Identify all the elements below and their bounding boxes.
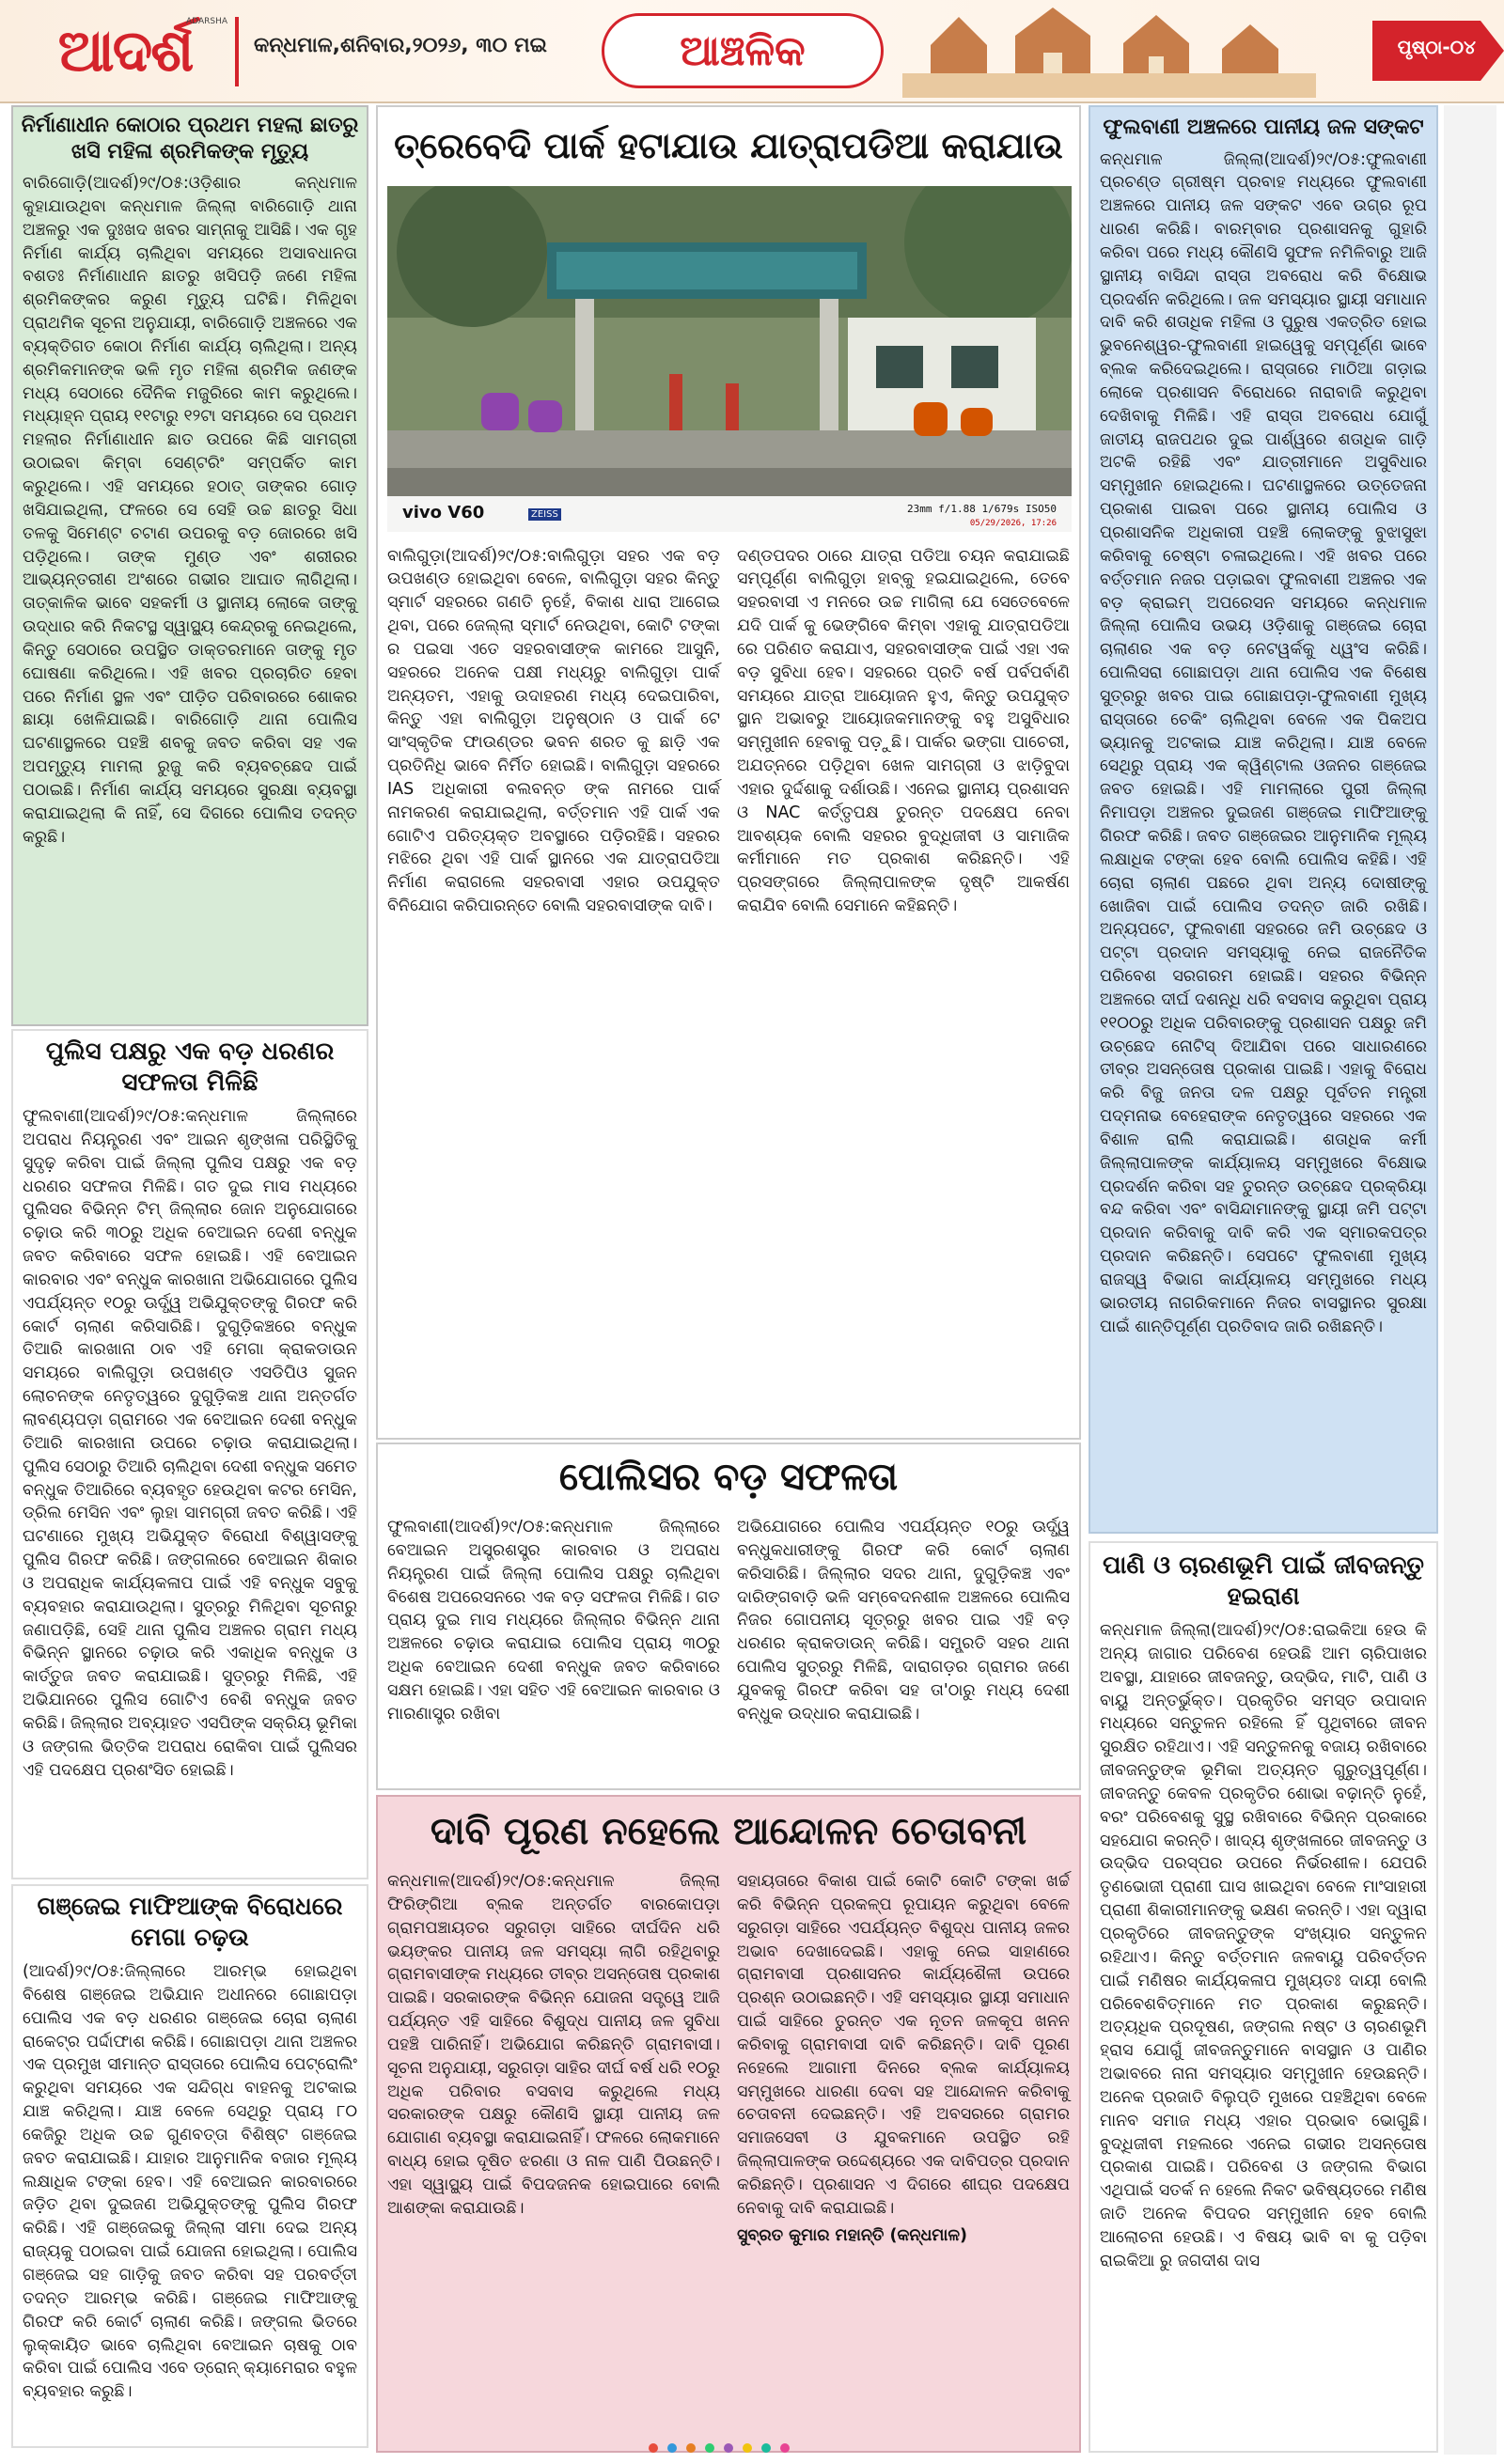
newspaper-logo[interactable] (17, 11, 233, 90)
article-body: କନ୍ଧମାଳ ଜିଲ୍ଲା(ଆଦର୍ଶ)୨୯/୦୫:ରାଇକିଆ ହେଉ କି ଅନ୍ୟ ଜାଗାର ପରିବେଶ ହେଉଛି ଆମ ଚାରିପାଖର ଅବସ୍ଥା, ଯାହାରେ ଜୀବଜନ୍ତୁ, ଉଦ୍ଭିଦ, ମାଟି, ପାଣି ଓ ବାୟୁ ଅନ୍ତର୍ଭୁକ୍ତ। ପ୍ରକୃତିର ସମସ୍ତ ଉପାଦାନ ମଧ୍ୟରେ ସନ୍ତୁଳନ ରହିଲେ ହିଁ ପୃଥିବୀରେ ଜୀବନ ସୁରକ୍ଷିତ ରହିଥାଏ। ଏହି ସନ୍ତୁଳନକୁ ବଜାୟ ରଖିବାରେ ଜୀବଜନ୍ତୁଙ୍କ ଭୂମିକା ଅତ୍ୟନ୍ତ ଗୁରୁତ୍ୱପୂର୍ଣ୍ଣ। ଜୀବଜନ୍ତୁ କେବଳ ପ୍ରକୃତିର ଶୋଭା ବଢ଼ାନ୍ତି ନୁହେଁ, ବରଂ ପରିବେଶକୁ ସୁସ୍ଥ ରଖିବାରେ ବିଭିନ୍ନ ପ୍ରକାରେ ସହଯୋଗ କରନ୍ତି। ଖାଦ୍ୟ ଶୃଙ୍ଖଳାରେ ଜୀବଜନ୍ତୁ ଓ ଉଦ୍ଭିଦ ପରସ୍ପର ଉପରେ ନିର୍ଭରଶୀଳ। ଯେପରି ତୃଣଭୋଜୀ ପ୍ରାଣୀ ଘାସ ଖାଇଥିବା ବେଳେ ମାଂସାହାରୀ ପ୍ରାଣୀ ଶିକାରୀମାନଙ୍କୁ ଭକ୍ଷଣ କରନ୍ତି। ଏହା ଦ୍ୱାରା ପ୍ରକୃତିରେ ଜୀବଜନ୍ତୁଙ୍କ ସଂଖ୍ୟାର ସନ୍ତୁଳନ ରହିଥାଏ। କିନ୍ତୁ ବର୍ତ୍ତମାନ ଜଳବାୟୁ ପରିବର୍ତ୍ତନ ପାଇଁ ମଣିଷର କାର୍ଯ୍ୟକଳାପ ମୁଖ୍ୟତଃ ଦାୟୀ ବୋଲି ପରିବେଶବିତ୍‌ମାନେ ମତ ପ୍ରକାଶ କରୁଛନ୍ତି। ଅତ୍ୟଧିକ ପ୍ରଦୂଷଣ, ଜଙ୍ଗଲ ନଷ୍ଟ ଓ ଚାରଣଭୂମି ହ୍ରାସ ଯୋଗୁଁ ଜୀବଜନ୍ତୁମାନେ ବାସସ୍ଥାନ ଓ ପାଣିର ଅଭାବରେ ନାନା ସମସ୍ୟାର ସମ୍ମୁଖୀନ ହେଉଛନ୍ତି। ଅନେକ ପ୍ରଜାତି ବିଲୁପ୍ତି ମୁଖରେ ପହଞ୍ଚିଥିବା ବେଳେ ମାନବ ସମାଜ ମଧ୍ୟ ଏହାର ପ୍ରଭାବ ଭୋଗୁଛି। ବୁଦ୍ଧିଜୀବୀ ମହଲରେ ଏନେଇ ଗଭୀର ଅସନ୍ତୋଷ ପ୍ରକାଶ ପାଇଛି। ପରିବେଶ ଓ ଜଙ୍ଗଲ ବିଭାଗ ଏଥିପାଇଁ ସତର୍କ ନ ହେଲେ ନିକଟ ଭବିଷ୍ୟତରେ ମଣିଷ ଜାତି ଅନେକ ବିପଦର ସମ୍ମୁଖୀନ ହେବ ବୋଲି ଆଲୋଚନା ହେଉଛି। ଏ ବିଷୟ ଭାବି ବା କୁ ପଡ଼ିବା ରାଇକିଆ ରୁ ଜଗଦୀଶ ଦାସ (1100, 1621, 1427, 2270)
article-ganja-raid[interactable] (11, 1884, 368, 2448)
page-number: ପୃଷ୍ଠା-୦୪ (1397, 36, 1476, 58)
page-dot[interactable] (780, 2443, 790, 2453)
article-byline: ସୁବ୍ରତ କୁମାର ମହାନ୍ତି (କନ୍ଧମାଳ) (737, 2225, 968, 2245)
photo-watermark-zeiss: ZEISS (528, 508, 561, 521)
article-body-col1: ବାଲିଗୁଡ଼ା(ଆଦର୍ଶ)୨୯/୦୫:ବାଲିଗୁଡ଼ା ସହର ଏକ ବଡ଼ ଉପଖଣ୍ଡ ହୋଇଥିବା ବେଳେ, ବାଲିଗୁଡ଼ା ସହର କିନ୍ତୁ ସ୍ମାର୍ଟ ସହରରେ ଗଣତି ନୁହେଁ, ବିକାଶ ଧାରା ଆଗେଇ ଥିବା, ପରେ ଜେଲ୍ଲା ସ୍ମାର୍ଟ ନେଉଥିବା, କୋଟି ଟଙ୍କା ର ପଇସା ଏତେ ସହରବାସୀଙ୍କ କାମରେ ଆସୁନି, ସହରରେ ଅନେକ ପକ୍ଷୀ ମଧ୍ୟରୁ ବାଲିଗୁଡ଼ା ପାର୍କ ଅନ୍ୟତମ, ଏହାକୁ ଉଦାହରଣ ମଧ୍ୟ ଦେଇପାରିବା, କିନ୍ତୁ ଏହା ବାଲିଗୁଡ଼ା ଅନୁଷ୍ଠାନ ଓ ପାର୍କ ଟେ ସାଂସ୍କୃତିକ ଫାଉଣ୍ଡର ଭବନ ଶରତ କୁ ଛାଡ଼ି ଏକ ପ୍ରତିନିଧି ଭାବେ ନିର୍ମିତ ହୋଇଛି। ବାଲିଗୁଡ଼ା ସହରରେ IAS ଅଧିକାରୀ ବଲବନ୍ତ ଙ୍କ ନାମରେ ପାର୍କ ନାମକରଣ କରାଯାଇଥିଲା, ବର୍ତ୍ତମାନ ଏହି ପାର୍କ ଏକ ଗୋଟିଏ ପରିତ୍ୟକ୍ତ ଅବସ୍ଥାରେ ପଡ଼ିରହିଛି। ସହରର ମଝିରେ ଥିବା ଏହି ପାର୍କ ସ୍ଥାନରେ ଏକ ଯାତ୍ରାପଡିଆ ନିର୍ମାଣ କରାଗଲେ ସହରବାସୀ ଏହାର ଉପଯୁକ୍ତ ବିନିଯୋଗ କରିପାରନ୍ତେ ବୋଲି ସହରବାସୀଙ୍କ ଦାବି। (387, 546, 720, 916)
page-dot[interactable] (705, 2443, 714, 2453)
article-body-col1: କନ୍ଧମାଳ(ଆଦର୍ଶ)୨୯/୦୫:କନ୍ଧମାଳ ଜିଲ୍ଲା ଫିରିଙ୍ଗିଆ ବ୍ଲକ ଅନ୍ତର୍ଗତ ବାରକୋପଡ଼ା ଗ୍ରାମପଞ୍ଚାୟତର ସରୁଗଡ଼ା ସାହିରେ ଦୀର୍ଘଦିନ ଧରି ଭୟଙ୍କର ପାନୀୟ ଜଳ ସମସ୍ୟା ଲାଗି ରହିଥିବାରୁ ଗ୍ରାମବାସୀଙ୍କ ମଧ୍ୟରେ ତୀବ୍ର ଅସନ୍ତୋଷ ପ୍ରକାଶ ପାଇଛି। ସରକାରଙ୍କ ବିଭିନ୍ନ ଯୋଜନା ସତ୍ତ୍ୱେ ଆଜି ପର୍ଯ୍ୟନ୍ତ ଏହି ସାହିରେ ବିଶୁଦ୍ଧ ପାନୀୟ ଜଳ ସୁବିଧା ପହଞ୍ଚି ପାରିନାହିଁ। ଅଭିଯୋଗ କରିଛନ୍ତି ଗ୍ରାମବାସୀ। ସୂଚନା ଅନୁଯାୟୀ, ସରୁଗଡ଼ା ସାହିର ଦୀର୍ଘ ବର୍ଷ ଧରି ୧୦ରୁ ଅଧିକ ପରିବାର ବସବାସ କରୁଥିଲେ ମଧ୍ୟ ସରକାରଙ୍କ ପକ୍ଷରୁ କୌଣସି ସ୍ଥାୟୀ ପାନୀୟ ଜଳ ଯୋଗାଣ ବ୍ୟବସ୍ଥା କରାଯାଇନାହିଁ। ଫଳରେ ଲୋକମାନେ ବାଧ୍ୟ ହୋଇ ଦୂଷିତ ଝରଣା ଓ ନାଳ ପାଣି ପିଉଛନ୍ତି। ଏହା ସ୍ୱାସ୍ଥ୍ୟ ପାଇଁ ବିପଦଜନକ ହୋଇପାରେ ବୋଲି ଆଶଙ୍କା କରାଯାଉଛି। (387, 1872, 720, 2218)
article-headline: ତ୍ରେବେଦି ପାର୍କ ହଟାଯାଉ ଯାତ୍ରାପଡିଆ କରାଯାଉ (394, 125, 1063, 166)
article-headline: ପୋଲିସର ବଡ଼ ସଫଳତା (558, 1456, 899, 1499)
page-dot[interactable] (686, 2443, 696, 2453)
article-col2-wrap (737, 1870, 1070, 2248)
page-dot[interactable] (649, 2443, 658, 2453)
article-headline: ନିର୍ମାଣାଧୀନ କୋଠାର ପ୍ରଥମ ମହଲା ଛାତରୁ ଖସି ମହିଳା ଶ୍ରମିକଙ୍କ ମୃତ୍ୟୁ (21, 114, 359, 164)
section-title: ଆଞ୍ଚଳିକ (602, 13, 884, 88)
article-headline: ଗଞ୍ଜେଇ ମାଫିଆଙ୍କ ବିରୋଧରେ ମେଗା ଚଢ଼ଉ (37, 1893, 343, 1952)
article-body-col2: ଅଭିଯୋଗରେ ପୋଲିସ ଏପର୍ଯ୍ୟନ୍ତ ୧୦ରୁ ଊର୍ଦ୍ଧ୍ୱ ବନ୍ଧୁକଧାରୀଙ୍କୁ ଗିରଫ କରି କୋର୍ଟ ଚାଲାଣ କରିସାରିଛି। ଜିଲ୍ଲାର ସଦର ଥାନା, ଦୁଗୁଡ଼ିକଞ୍ଚ ଏବଂ ଦାରିଙ୍ଗବାଡ଼ି ଭଳି ସମ୍ବେଦନଶୀଳ ଅଞ୍ଚଳରେ ପୋଲିସ ନିଜର ଗୋପନୀୟ ସୂତ୍ରରୁ ଖବର ପାଇ ଏହି ବଡ଼ ଧରଣର କ୍ରାକଡାଉନ୍ କରିଛି। ସମ୍ପ୍ରତି ସହର ଥାନା ପୋଲିସ ସୁତ୍ରରୁ ମିଳିଛି, ଦାରାଗଡ଼ର ଗ୍ରାମର ଜଣେ ଯୁବକକୁ ଗିରଫ କରିବା ସହ ତା'ଠାରୁ ମଧ୍ୟ ଦେଶୀ ବନ୍ଧୁକ ଉଦ୍ଧାର କରାଯାଇଛି। (737, 1518, 1070, 1723)
article-headline: ଦାବି ପୂରଣ ନହେଲେ ଆନ୍ଦୋଳନ ଚେତାବନୀ (430, 1810, 1027, 1853)
article-headline: ପୁଲିସ ପକ୍ଷରୁ ଏକ ବଡ଼ ଧରଣର ସଫଳତା ମିଳିଛି (45, 1037, 335, 1097)
page-indicator-dots (649, 2443, 790, 2453)
article-body: ବାରିଗୋଡ଼ି(ଆଦର୍ଶ)୨୯/୦୫:ଓଡ଼ିଶାର କନ୍ଧମାଳ କୁହାଯାଉଥିବା କନ୍ଧମାଳ ଜିଲ୍ଲା ବାରିଗୋଡ଼ି ଥାନା ଅଞ୍ଚଳରୁ ଏକ ଦୁଃଖଦ ଖବର ସାମ୍ନାକୁ ଆସିଛି। ଏକ ଗୃହ ନିର୍ମାଣ କାର୍ଯ୍ୟ ଚାଲିଥିବା ସମୟରେ ଅସାବଧାନତା ବଶତଃ ନିର୍ମାଣାଧୀନ ଛାତରୁ ଖସିପଡ଼ି ଜଣେ ମହିଳା ଶ୍ରମିକଙ୍କର କରୁଣ ମୃତ୍ୟୁ ଘଟିଛି। ମିଳିଥିବା ପ୍ରାଥମିକ ସୂଚନା ଅନୁଯାୟୀ, ବାରିଗୋଡ଼ି ଅଞ୍ଚଳରେ ଏକ ବ୍ୟକ୍ତିଗତ କୋଠା ନିର୍ମାଣ କାର୍ଯ୍ୟ ଚାଲିଥିଲା। ଅନ୍ୟ ଶ୍ରମିକମାନଙ୍କ ଭଳି ମୃତ ମହିଳା ଶ୍ରମିକ ଜଣଙ୍କ ମଧ୍ୟ ସେଠାରେ ଦୈନିକ ମଜୁରିରେ କାମ କରୁଥିଲେ। ମଧ୍ୟାହ୍ନ ପ୍ରାୟ ୧୧ଟାରୁ ୧୨ଟା ସମୟରେ ସେ ପ୍ରଥମ ମହଲାର ନିର୍ମାଣାଧୀନ ଛାତ ଉପରେ କିଛି ସାମଗ୍ରୀ ଉଠାଇବା କିମ୍ବା ସେଣ୍ଟରିଂ ସମ୍ପର୍କିତ କାମ କରୁଥିଲେ। ଏହି ସମୟରେ ହଠାତ୍ ତାଙ୍କର ଗୋଡ଼ ଖସିଯାଇଥିଲା, ଫଳରେ ସେ ସେହି ଉଚ୍ଚ ଛାତରୁ ସିଧା ତଳକୁ ସିମେଣ୍ଟ ଚଟାଣ ଉପରକୁ ବଡ଼ ଜୋରରେ ଖସି ପଡ଼ିଥିଲେ। ତାଙ୍କ ମୁଣ୍ଡ ଏବଂ ଶରୀରର ଆଭ୍ୟନ୍ତରୀଣ ଅଂଶରେ ଗଭୀର ଆଘାତ ଲାଗିଥିଲା। ତାତ୍କାଳିକ ଭାବେ ସହକର୍ମୀ ଓ ସ୍ଥାନୀୟ ଲୋକେ ତାଙ୍କୁ ଉଦ୍ଧାର କରି ନିକଟସ୍ଥ ସ୍ୱାସ୍ଥ୍ୟ କେନ୍ଦ୍ରକୁ ନେଇଥିଲେ, କିନ୍ତୁ ସେଠାରେ ଉପସ୍ଥିତ ଡାକ୍ତରମାନେ ତାଙ୍କୁ ମୃତ ଘୋଷଣା କରିଥିଲେ। ଏହି ଖବର ପ୍ରଚାରିତ ହେବା ପରେ ନିର୍ମାଣ ସ୍ଥଳ ଏବଂ ପୀଡ଼ିତ ପରିବାରରେ ଶୋକର ଛାୟା ଖେଳିଯାଇଛି। ବାରିଗୋଡ଼ି ଥାନା ପୋଲିସ ଘଟଣାସ୍ଥଳରେ ପହଞ୍ଚି ଶବକୁ ଜବତ କରିବା ସହ ଏକ ଅପମୃତ୍ୟୁ ମାମଲା ରୁଜୁ କରି ବ୍ୟବଚ୍ଛେଦ ପାଇଁ ପଠାଇଛି। ନିର୍ମାଣ କାର୍ଯ୍ୟ ସମୟରେ ସୁରକ୍ଷା ବ୍ୟବସ୍ଥା କରାଯାଇଥିଲା କି ନାହିଁ, ସେ ଦିଗରେ ପୋଲିସ ତଦନ୍ତ କରୁଛି। (23, 174, 357, 847)
masthead (0, 0, 1504, 103)
article-body-col1: ଫୁଲବାଣୀ(ଆଦର୍ଶ)୨୯/୦୫:କନ୍ଧମାଳ ଜିଲ୍ଲାରେ ବେଆଇନ ଅସ୍ତ୍ରଶସ୍ତ୍ର କାରବାର ଓ ଅପରାଧ ନିୟନ୍ତ୍ରଣ ପାଇଁ ଜିଲ୍ଲା ପୋଲିସ ପକ୍ଷରୁ ଚାଲିଥିବା ବିଶେଷ ଅପରେସନରେ ଏକ ବଡ଼ ସଫଳତା ମିଳିଛି। ଗତ ପ୍ରାୟ ଦୁଇ ମାସ ମଧ୍ୟରେ ଜିଲ୍ଲାର ବିଭିନ୍ନ ଥାନା ଅଞ୍ଚଳରେ ଚଢ଼ାଉ କରାଯାଇ ପୋଲିସ ପ୍ରାୟ ୩୦ରୁ ଅଧିକ ବେଆଇନ ଦେଶୀ ବନ୍ଧୁକ ଜବତ କରିବାରେ ସକ୍ଷମ ହୋଇଛି। ଏହା ସହିତ ଏହି ବେଆଇନ କାରବାର ଓ ମାରଣାସ୍ତ୍ର ରଖିବା (387, 1518, 720, 1723)
article-columns (378, 1866, 1079, 2248)
article-park[interactable] (376, 105, 1081, 1440)
article-columns (378, 1510, 1079, 1726)
right-margin-strip (1444, 105, 1496, 2455)
temple-illustration (902, 8, 1316, 98)
logo-subtitle: ADARSHA (186, 17, 227, 26)
article-body: କନ୍ଧମାଳ ଜିଲ୍ଲା(ଆଦର୍ଶ)୨୯/୦୫:ଫୁଲବାଣୀ ପ୍ରଚଣ୍ଡ ଗ୍ରୀଷ୍ମ ପ୍ରବାହ ମଧ୍ୟରେ ଫୁଲବାଣୀ ଅଞ୍ଚଳରେ ପାନୀୟ ଜଳ ସଙ୍କଟ ଏବେ ଉଗ୍ର ରୂପ ଧାରଣ କରିଛି। ବାରମ୍ବାର ପ୍ରଶାସନକୁ ଗୁହାରି କରିବା ପରେ ମଧ୍ୟ କୌଣସି ସୁଫଳ ନମିଳିବାରୁ ଆଜି ସ୍ଥାନୀୟ ବାସିନ୍ଦା ରାସ୍ତା ଅବରୋଧ କରି ବିକ୍ଷୋଭ ପ୍ରଦର୍ଶନ କରିଥିଲେ। ଜଳ ସମସ୍ୟାର ସ୍ଥାୟୀ ସମାଧାନ ଦାବି କରି ଶତାଧିକ ମହିଳା ଓ ପୁରୁଷ ଏକତ୍ରିତ ହୋଇ ଭୁବନେଶ୍ୱର-ଫୁଲବାଣୀ ହାଇୱେକୁ ସମ୍ପୂର୍ଣ୍ଣ ଭାବେ ବ୍ଲକ କରିଦେଇଥିଲେ। ରାସ୍ତାରେ ମାଠିଆ ଗଡ଼ାଇ ଲୋକେ ପ୍ରଶାସନ ବିରୋଧରେ ନାରାବାଜି କରୁଥିବା ଦେଖିବାକୁ ମିଳିଛି। ଏହି ରାସ୍ତା ଅବରୋଧ ଯୋଗୁଁ ଜାତୀୟ ରାଜପଥର ଦୁଇ ପାର୍ଶ୍ୱରେ ଶତାଧିକ ଗାଡ଼ି ଅଟକି ରହିଛି ଏବଂ ଯାତ୍ରୀମାନେ ଅସୁବିଧାର ସମ୍ମୁଖୀନ ହୋଇଥିଲେ। ଘଟଣାସ୍ଥଳରେ ଉତ୍ତେଜନା ପ୍ରକାଶ ପାଇବା ପରେ ସ୍ଥାନୀୟ ପୋଲିସ ଓ ପ୍ରଶାସନିକ ଅଧିକାରୀ ପହଞ୍ଚି ଲୋକଙ୍କୁ ବୁଝାସୁଝା କରିବାକୁ ଚେଷ୍ଟା ଚଳାଇଥିଲେ। ଏହି ଖବର ପରେ ବର୍ତ୍ତମାନ ନଜର ପଡ଼ାଇବା ଫୁଲବାଣୀ ଅଞ୍ଚଳର ଏକ ବଡ଼ କ୍ରାଇମ୍ ଅପରେସନ ସମୟରେ କନ୍ଧମାଳ ଜିଲ୍ଲା ପୋଲିସ ଉଭୟ ଓଡ଼ିଶାକୁ ଗଞ୍ଜେଇ ଚୋରା ଚାଲାଣର ଏକ ବଡ଼ ନେଟୱର୍କକୁ ଧ୍ୱଂସ କରିଛି। ପୋଲିସରା ଗୋଛାପଡ଼ା ଥାନା ପୋଲିସ ଏକ ବିଶେଷ ସୁତ୍ରରୁ ଖବର ପାଇ ଗୋଛାପଡ଼ା-ଫୁଲବାଣୀ ମୁଖ୍ୟ ରାସ୍ତାରେ ଚେକିଂ ଚାଲିଥିବା ବେଳେ ଏକ ପିକଅପ ଭ୍ୟାନକୁ ଅଟକାଇ ଯାଞ୍ଚ କରିଥିଲା। ଯାଞ୍ଚ ବେଳେ ସେଥିରୁ ପ୍ରାୟ ଏକ କ୍ୱିଣ୍ଟାଲ ଓଜନର ଗଞ୍ଜେଇ ଜବତ ହୋଇଛି। ଏହି ମାମଲାରେ ପୁରୀ ଜିଲ୍ଲା ନିମାପଡ଼ା ଅଞ୍ଚଳର ଦୁଇଜଣ ଗଞ୍ଜେଇ ମାଫିଆଙ୍କୁ ଗିରଫ କରିଛି। ଜବତ ଗଞ୍ଜେଇର ଆନୁମାନିକ ମୂଲ୍ୟ ଲକ୍ଷାଧିକ ଟଙ୍କା ହେବ ବୋଲି ପୋଲିସ କହିଛି। ଏହି ଚୋରା ଚାଲାଣ ପଛରେ ଥିବା ଅନ୍ୟ ଦୋଷୀଙ୍କୁ ଖୋଜିବା ପାଇଁ ପୋଲିସ ତଦନ୍ତ ଜାରି ରଖିଛି। ଅନ୍ୟପଟେ, ଫୁଲବାଣୀ ସହରରେ ଜମି ଉଚ୍ଛେଦ ଓ ପଟ୍ଟା ପ୍ରଦାନ ସମସ୍ୟାକୁ ନେଇ ରାଜନୈତିକ ପରିବେଶ ସରଗରମ ହୋଇଛି। ସହରର ବିଭିନ୍ନ ଅଞ୍ଚଳରେ ଦୀର୍ଘ ଦଶନ୍ଧି ଧରି ବସବାସ କରୁଥିବା ପ୍ରାୟ ୧୧୦୦ରୁ ଅଧିକ ପରିବାରଙ୍କୁ ପ୍ରଶାସନ ପକ୍ଷରୁ ଜମି ଉଚ୍ଛେଦ ନୋଟିସ୍ ଦିଆଯିବା ପରେ ସାଧାରଣରେ ତୀବ୍ର ଅସନ୍ତୋଷ ପ୍ରକାଶ ପାଇଛି। ଏହାକୁ ବିରୋଧ କରି ବିଜୁ ଜନତା ଦଳ ପକ୍ଷରୁ ପୂର୍ବତନ ମନ୍ତ୍ରୀ ପଦ୍ମନାଭ ବେହେରାଙ୍କ ନେତୃତ୍ୱରେ ସହରରେ ଏକ ବିଶାଳ ରାଲି କରାଯାଇଛି। ଶତାଧିକ କର୍ମୀ ଜିଲ୍ଲାପାଳଙ୍କ କାର୍ଯ୍ୟାଳୟ ସମ୍ମୁଖରେ ବିକ୍ଷୋଭ ପ୍ରଦର୍ଶନ କରିବା ସହ ତୁରନ୍ତ ଉଚ୍ଛେଦ ପ୍ରକ୍ରିୟା ବନ୍ଦ କରିବା ଏବଂ ବାସିନ୍ଦାମାନଙ୍କୁ ସ୍ଥାୟୀ ଜମି ପଟ୍ଟା ପ୍ରଦାନ କରିବାକୁ ଦାବି କରି ଏକ ସ୍ମାରକପତ୍ର ପ୍ରଦାନ କରିଛନ୍ତି। ସେପଟେ ଫୁଲବାଣୀ ମୁଖ୍ୟ ରାଜସ୍ୱ ବିଭାଗ କାର୍ଯ୍ୟାଳୟ ସମ୍ମୁଖରେ ମଧ୍ୟ ଭାରତୀୟ ନାଗରିକମାନେ ନିଜର ବାସସ୍ଥାନର ସୁରକ୍ଷା ପାଇଁ ଶାନ୍ତିପୂର୍ଣ୍ଣ ପ୍ରତିବାଦ ଜାରି ରଖିଛନ୍ତି। (1100, 149, 1427, 1336)
article-police-big-success[interactable] (376, 1443, 1081, 1790)
masthead-divider (235, 17, 239, 86)
article-water-crisis[interactable] (1089, 105, 1438, 1534)
article-body: ଫୁଲବାଣୀ(ଆଦର୍ଶ)୨୯/୦୫:କନ୍ଧମାଳ ଜିଲ୍ଲାରେ ଅପରାଧ ନିୟନ୍ତ୍ରଣ ଏବଂ ଆଇନ ଶୃଙ୍ଖଳା ପରିସ୍ଥିତିକୁ ସୁଦୃଢ଼ କରିବା ପାଇଁ ଜିଲ୍ଲା ପୁଲିସ ପକ୍ଷରୁ ଏକ ବଡ଼ ଧରଣର ସଫଳତା ମିଳିଛି। ଗତ ଦୁଇ ମାସ ମଧ୍ୟରେ ପୁଲିସର ବିଭିନ୍ନ ଟିମ୍ ଜିଲ୍ଲାର ଜୋନ ଅନୁଯୋଗରେ ଚଢ଼ାଉ କରି ୩୦ରୁ ଅଧିକ ବେଆଇନ ଦେଶୀ ବନ୍ଧୁକ ଜବତ କରିବାରେ ସଫଳ ହୋଇଛି। ଏହି ବେଆଇନ କାରବାର ଏବଂ ବନ୍ଧୁକ କାରଖାନା ଅଭିଯୋଗରେ ପୁଲିସ ଏପର୍ଯ୍ୟନ୍ତ ୧୦ରୁ ଊର୍ଦ୍ଧ୍ୱ ଅଭିଯୁକ୍ତଙ୍କୁ ଗିରଫ କରି କୋର୍ଟ ଚାଲାଣ କରିସାରିଛି। ଦୁଗୁଡ଼ିକଞ୍ଚରେ ବନ୍ଧୁକ ତିଆରି କାରଖାନା ଠାବ ଏହି ମେଗା କ୍ରାକଡାଉନ ସମୟରେ ବାଲିଗୁଡ଼ା ଉପଖଣ୍ଡ ଏସଡିପିଓ ସୁଜନ ଲୋଚନଙ୍କ ନେତୃତ୍ୱରେ ଦୁଗୁଡ଼ିକଞ୍ଚ ଥାନା ଅନ୍ତର୍ଗତ ଲାବଣ୍ୟପଡ଼ା ଗ୍ରାମରେ ଏକ ବେଆଇନ ଦେଶୀ ବନ୍ଧୁକ ତିଆରି କାରଖାନା ଉପରେ ଚଢ଼ାଉ କରାଯାଇଥିଲା। ପୁଲିସ ସେଠାରୁ ତିଆରି ଚାଲିଥିବା ଦେଶୀ ବନ୍ଧୁକ ସମେତ ବନ୍ଧୁକ ତିଆରିରେ ବ୍ୟବହୃତ ହେଉଥିବା କଟର ମେସିନ, ଡ୍ରିଲ ମେସିନ ଏବଂ ଲୁହା ସାମଗ୍ରୀ ଜବତ କରିଛି। ଏହି ଘଟଣାରେ ମୁଖ୍ୟ ଅଭିଯୁକ୍ତ ବିରୋଧୀ ବିଶ୍ୱାସଙ୍କୁ ପୁଲିସ ଗିରଫ କରିଛି। ଜଙ୍ଗଲରେ ବେଆଇନ ଶିକାର ଓ ଅପରାଧିକ କାର୍ଯ୍ୟକଳାପ ପାଇଁ ଏହି ବନ୍ଧୁକ ସବୁକୁ ବ୍ୟବହାର କରାଯାଉଥିଲା। ସୁତ୍ରରୁ ମିଳିଥିବା ସୂଚନାରୁ ଜଣାପଡ଼ିଛି, ସେହି ଥାନା ପୁଲିସ ଅଞ୍ଚଳର ଗ୍ରାମ ମଧ୍ୟ ବିଭିନ୍ନ ସ୍ଥାନରେ ଚଢ଼ାଉ କରି ଏକାଧିକ ବନ୍ଧୁକ ଓ କାର୍ତ୍ତୁଜ ଜବତ କରାଯାଇଛି। ସୁତ୍ରରୁ ମିଳିଛି, ଏହି ଅଭିଯାନରେ ପୁଲିସ ଗୋଟିଏ ବେଶି ବନ୍ଧୁକ ଜବତ କରିଛି। ଜିଲ୍ଲାର ଅବ୍ୟାହତ ଏସପିଙ୍କ ସକ୍ରିୟ ଭୂମିକା ଓ ଜଙ୍ଗଲ ଭିତ୍ତିକ ଅପରାଧ ରୋକିବା ପାଇଁ ପୁଲିସର ଏହି ପଦକ୍ଷେପ ପ୍ରଶଂସିତ ହୋଇଛି। (23, 1107, 358, 1780)
article-columns (378, 532, 1079, 919)
page-dot[interactable] (724, 2443, 733, 2453)
article-wildlife[interactable] (1089, 1541, 1438, 2453)
article-headline: ପାଣି ଓ ଚାରଣଭୂମି ପାଇଁ ଜୀବଜନ୍ତୁ ହଇରାଣ (1103, 1552, 1424, 1611)
edition-date: କନ୍ଧମାଳ,ଶନିବାର,୨୦୨୬, ୩୦ ମଇ (254, 34, 547, 57)
photo-camera-settings: 23mm f/1.88 1/679s ISO50 (907, 502, 1057, 515)
article-body-col2: ଦଣ୍ଡପଦର ଠାରେ ଯାତ୍ରା ପଡିଆ ଚୟନ କରାଯାଇଛି ସମ୍ପୂର୍ଣ୍ଣ ବାଲିଗୁଡ଼ା ହାବ୍‌କୁ ହଇଯାଇଥିଲେ, ତେବେ ସହରବାସୀ ଏ ମନରେ ଉଚ୍ଚ ମାଗିଲା ଯେ ସେତେବେଳେ ଯଦି ପାର୍କ କୁ ଭେଙ୍ଗିବେ କିମ୍ବା ଏହାକୁ ଯାତ୍ରାପଡିଆ ରେ ପରିଣତ କରାଯାଏ, ସହରବାସୀଙ୍କ ପାଇଁ ଏହା ଏକ ବଡ଼ ସୁବିଧା ହେବ। ସହରରେ ପ୍ରତି ବର୍ଷ ପର୍ବପର୍ବାଣି ସମୟରେ ଯାତ୍ରା ଆୟୋଜନ ହୁଏ, କିନ୍ତୁ ଉପଯୁକ୍ତ ସ୍ଥାନ ଅଭାବରୁ ଆୟୋଜକମାନଙ୍କୁ ବହୁ ଅସୁବିଧାର ସମ୍ମୁଖୀନ ହେବାକୁ ପଡ଼ୁଛି। ପାର୍କର ଭଙ୍ଗା ପାଚେରୀ, ଅଯତ୍ନରେ ପଡ଼ିଥିବା ଖେଳ ସାମଗ୍ରୀ ଓ ଝାଡ଼ିବୁଦା ଏହାର ଦୁର୍ଦ୍ଦଶାକୁ ଦର୍ଶାଉଛି। ଏନେଇ ସ୍ଥାନୀୟ ପ୍ରଶାସନ ଓ NAC କର୍ତ୍ତୃପକ୍ଷ ତୁରନ୍ତ ପଦକ୍ଷେପ ନେବା ଆବଶ୍ୟକ ବୋଲି ସହରର ବୁଦ୍ଧିଜୀବୀ ଓ ସାମାଜିକ କର୍ମୀମାନେ ମତ ପ୍ରକାଶ କରିଛନ୍ତି। ଏହି ପ୍ରସଙ୍ଗରେ ଜିଲ୍ଲାପାଳଙ୍କ ଦୃଷ୍ଟି ଆକର୍ଷଣ କରାଯିବ ବୋଲି ସେମାନେ କହିଛନ୍ତି। (737, 546, 1070, 916)
photo-timestamp: 05/29/2026, 17:26 (969, 518, 1057, 528)
page-dot[interactable] (743, 2443, 752, 2453)
page-dot[interactable] (667, 2443, 677, 2453)
logo-text: ଆଦର୍ଶ (57, 16, 193, 85)
article-worker-death[interactable] (11, 105, 368, 1026)
park-gate-photo (387, 186, 1072, 532)
article-protest-warning[interactable] (376, 1795, 1081, 2453)
photo-watermark-brand: vivo V60 (402, 502, 485, 522)
article-headline: ଫୁଲବାଣୀ ଅଞ୍ଚଳରେ ପାନୀୟ ଜଳ ସଙ୍କଟ (1103, 116, 1424, 139)
article-photo[interactable] (387, 186, 1072, 532)
article-police-success[interactable] (11, 1029, 368, 1879)
page-dot[interactable] (761, 2443, 771, 2453)
article-body: (ଆଦର୍ଶ)୨୯/୦୫:ଜିଲ୍ଲାରେ ଆରମ୍ଭ ହୋଇଥିବା ବିଶେଷ ଗଞ୍ଜେଇ ଅଭିଯାନ ଅଧୀନରେ ଗୋଛାପଡ଼ା ପୋଲିସ ଏକ ବଡ଼ ଧରଣର ଗଞ୍ଜେଇ ଚୋରା ଚାଲାଣ ରାକେଟ୍‌ର ପର୍ଦ୍ଦାଫାଶ କରିଛି। ଗୋଛାପଡ଼ା ଥାନା ଅଞ୍ଚଳର ଏକ ପ୍ରମୁଖ ସୀମାନ୍ତ ରାସ୍ତାରେ ପୋଲିସ ପେଟ୍ରୋଲିଂ କରୁଥିବା ସମୟରେ ଏକ ସନ୍ଦିଗ୍ଧ ବାହନକୁ ଅଟକାଇ ଯାଞ୍ଚ କରିଥିଲା। ଯାଞ୍ଚ ବେଳେ ସେଥିରୁ ପ୍ରାୟ ୮୦ କେଜିରୁ ଅଧିକ ଉଚ୍ଚ ଗୁଣବତ୍ତା ବିଶିଷ୍ଟ ଗଞ୍ଜେଇ ଜବତ କରାଯାଇଛି। ଯାହାର ଆନୁମାନିକ ବଜାର ମୂଲ୍ୟ ଲକ୍ଷାଧିକ ଟଙ୍କା ହେବ। ଏହି ବେଆଇନ କାରବାରରେ ଜଡ଼ିତ ଥିବା ଦୁଇଜଣ ଅଭିଯୁକ୍ତଙ୍କୁ ପୁଲିସ ଗିରଫ କରିଛି। ଏହି ଗଞ୍ଜେଇକୁ ଜିଲ୍ଲା ସୀମା ଦେଇ ଅନ୍ୟ ରାଜ୍ୟକୁ ପଠାଇବା ପାଇଁ ଯୋଜନା ହୋଇଥିଲା। ପୋଲିସ ଗଞ୍ଜେଇ ସହ ଗାଡ଼ିକୁ ଜବତ କରିବା ସହ ପରବର୍ତ୍ତୀ ତଦନ୍ତ ଆରମ୍ଭ କରିଛି। ଗଞ୍ଜେଇ ମାଫିଆଙ୍କୁ ଗିରଫ କରି କୋର୍ଟ ଚାଲାଣ କରିଛି। ଜଙ୍ଗଲ ଭିତରେ ଲୁକ୍କାୟିତ ଭାବେ ଚାଲିଥିବା ବେଆଇନ ଚାଷକୁ ଠାବ କରିବା ପାଇଁ ପୋଲିସ ଏବେ ଡ୍ରୋନ୍ କ୍ୟାମେରାର ବହୁଳ ବ୍ୟବହାର କରୁଛି। (23, 1962, 357, 2402)
article-body-col2: ସହାୟତାରେ ବିକାଶ ପାଇଁ କୋଟି କୋଟି ଟଙ୍କା ଖର୍ଚ୍ଚ କରି ବିଭିନ୍ନ ପ୍ରକଳ୍ପ ରୂପାୟନ କରୁଥିବା ବେଳେ ସରୁଗଡ଼ା ସାହିରେ ଏପର୍ଯ୍ୟନ୍ତ ବିଶୁଦ୍ଧ ପାନୀୟ ଜଳର ଅଭାବ ଦେଖାଦେଇଛି। ଏହାକୁ ନେଇ ସାହାଣରେ ଗ୍ରାମବାସୀ ପ୍ରଶାସନର କାର୍ଯ୍ୟଶୈଳୀ ଉପରେ ପ୍ରଶ୍ନ ଉଠାଇଛନ୍ତି। ଏହି ସମସ୍ୟାର ସ୍ଥାୟୀ ସମାଧାନ ପାଇଁ ସାହିରେ ତୁରନ୍ତ ଏକ ନୂତନ ଜଳକୂପ ଖନନ କରିବାକୁ ଗ୍ରାମବାସୀ ଦାବି କରିଛନ୍ତି। ଦାବି ପୂରଣ ନହେଲେ ଆଗାମୀ ଦିନରେ ବ୍ଲକ କାର୍ଯ୍ୟାଳୟ ସମ୍ମୁଖରେ ଧାରଣା ଦେବା ସହ ଆନ୍ଦୋଳନ କରିବାକୁ ଚେତାବନୀ ଦେଇଛନ୍ତି। ଏହି ଅବସରରେ ଗ୍ରାମର ସମାଜସେବୀ ଓ ଯୁବକମାନେ ଉପସ୍ଥିତ ରହି ଜିଲ୍ଲାପାଳଙ୍କ ଉଦ୍ଦେଶ୍ୟରେ ଏକ ଦାବିପତ୍ର ପ୍ରଦାନ କରିଛନ୍ତି। ପ୍ରଶାସନ ଏ ଦିଗରେ ଶୀଘ୍ର ପଦକ୍ଷେପ ନେବାକୁ ଦାବି କରାଯାଇଛି। (737, 1872, 1070, 2218)
